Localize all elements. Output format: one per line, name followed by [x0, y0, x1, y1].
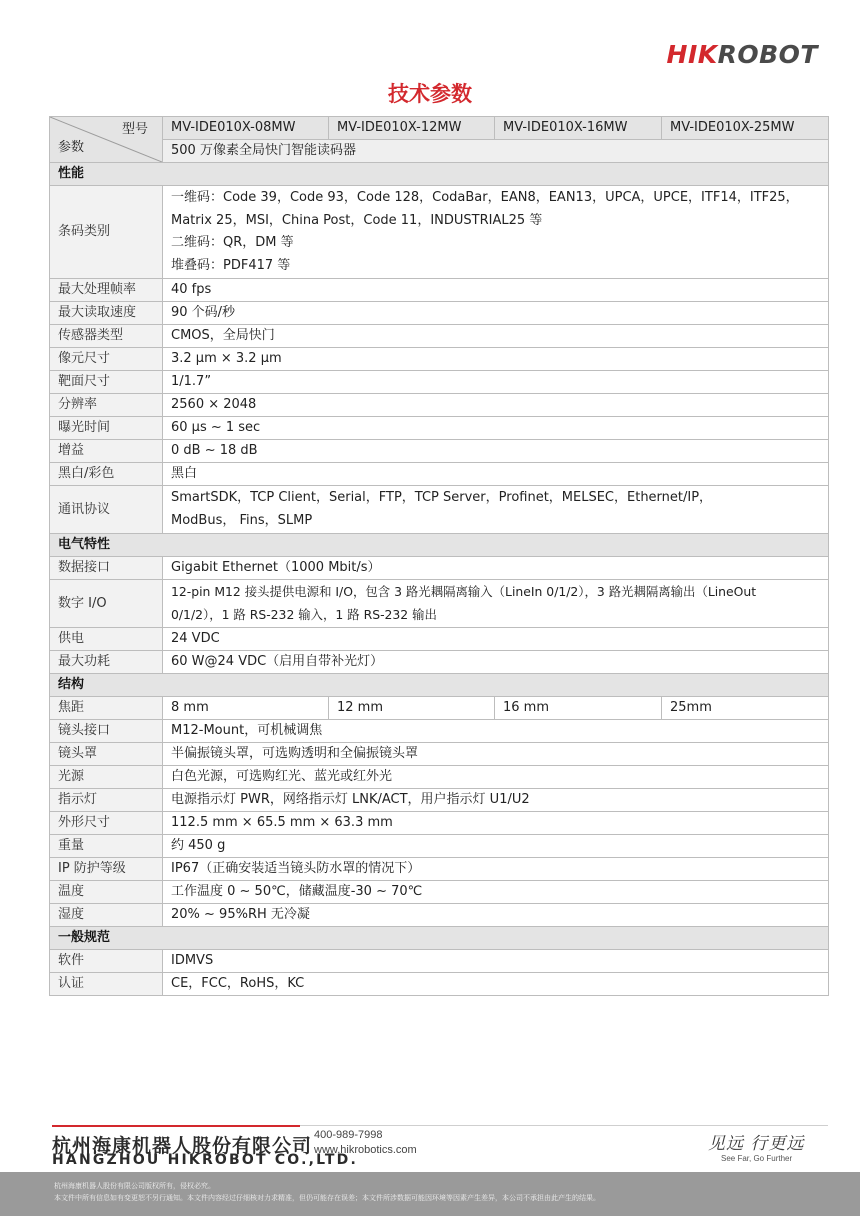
value-line: ModBus， Fins，SLMP [171, 512, 313, 528]
value-line: 0/1/2），1 路 RS-232 输入，1 路 RS-232 输出 [171, 606, 437, 622]
row-value: 20% ~ 95%RH 无冷凝 [163, 904, 829, 927]
row-label: 最大功耗 [50, 651, 163, 674]
row-indicator [50, 789, 829, 812]
row-value: 90 个码/秒 [163, 302, 829, 325]
row-label: 湿度 [50, 904, 163, 927]
row-max-frame-rate [50, 279, 829, 302]
focal-value: 12 mm [329, 697, 495, 720]
row-value: 约 450 g [163, 835, 829, 858]
model-cell: MV-IDE010X-16MW [495, 117, 662, 140]
row-pixel-size [50, 348, 829, 371]
row-label: 镜头罩 [50, 743, 163, 766]
slogan-en: See Far, Go Further [721, 1154, 793, 1163]
row-label: 温度 [50, 881, 163, 904]
row-label: 传感器类型 [50, 325, 163, 348]
value-line: 堆叠码：PDF417 等 [171, 257, 291, 273]
hikrobot-logo: HIKROBOT [666, 40, 818, 69]
row-barcode-type [50, 186, 829, 279]
value-line: Matrix 25，MSI，China Post，Code 11，INDUSTRIAL25 等 [171, 212, 543, 228]
row-label: 软件 [50, 950, 163, 973]
row-ip-rating [50, 858, 829, 881]
row-label: 通讯协议 [50, 486, 163, 534]
product-desc-row [50, 140, 829, 163]
row-label: 最大读取速度 [50, 302, 163, 325]
param-header-label: 参数 [58, 140, 85, 155]
row-value: 白色光源，可选购红光、蓝光或红外光 [163, 766, 829, 789]
legal-footer-bar [0, 1172, 860, 1216]
value-line: 二维码：QR，DM 等 [171, 235, 294, 250]
row-value [163, 580, 829, 628]
row-label: 最大处理帧率 [50, 279, 163, 302]
row-data-interface [50, 557, 829, 580]
row-value: CE，FCC，RoHS，KC [163, 973, 829, 996]
row-value: M12-Mount，可机械调焦 [163, 720, 829, 743]
row-value: 工作温度 0 ~ 50℃，储藏温度-30 ~ 70℃ [163, 881, 829, 904]
company-name-en: HANGZHOU HIKROBOT CO.,LTD. [52, 1152, 359, 1168]
row-label: 重量 [50, 835, 163, 858]
row-value: 1/1.7” [163, 371, 829, 394]
page-title: 技术参数 [388, 82, 472, 106]
website-link[interactable]: www.hikrobotics.com [314, 1144, 417, 1156]
row-mono-color [50, 463, 829, 486]
row-resolution [50, 394, 829, 417]
row-label: 焦距 [50, 697, 163, 720]
row-lens-cover [50, 743, 829, 766]
row-temperature [50, 881, 829, 904]
row-value: CMOS，全局快门 [163, 325, 829, 348]
model-cell: MV-IDE010X-12MW [329, 117, 495, 140]
footer-red-divider [52, 1125, 300, 1127]
row-label: IP 防护等级 [50, 858, 163, 881]
row-value: 24 VDC [163, 628, 829, 651]
row-label: 认证 [50, 973, 163, 996]
row-label: 外形尺寸 [50, 812, 163, 835]
row-label: 分辨率 [50, 394, 163, 417]
row-value [163, 486, 829, 534]
header-corner-cell [50, 117, 163, 163]
row-label: 像元尺寸 [50, 348, 163, 371]
row-label: 指示灯 [50, 789, 163, 812]
row-label: 条码类别 [50, 186, 163, 279]
row-label: 镜头接口 [50, 720, 163, 743]
model-cell: MV-IDE010X-25MW [662, 117, 829, 140]
slogan-cn: 见远 行更远 [708, 1134, 805, 1154]
row-value: 黑白 [163, 463, 829, 486]
product-desc: 500 万像素全局快门智能读码器 [163, 140, 829, 163]
row-digital-io [50, 580, 829, 628]
row-sensor-type [50, 325, 829, 348]
section-title: 结构 [50, 674, 829, 697]
row-value: 112.5 mm × 65.5 mm × 63.3 mm [163, 812, 829, 835]
spec-table [49, 116, 829, 996]
company-name-cn: 杭州海康机器人股份有限公司 [52, 1135, 313, 1157]
row-focal-length [50, 697, 829, 720]
row-label: 增益 [50, 440, 163, 463]
row-weight [50, 835, 829, 858]
value-line: 12-pin M12 接头提供电源和 I/O，包含 3 路光耦隔离输入（LineIn 0/1/2），3 路光耦隔离输出（LineOut [171, 584, 757, 599]
row-label: 数据接口 [50, 557, 163, 580]
row-value: 3.2 μm × 3.2 μm [163, 348, 829, 371]
row-value: 半偏振镜头罩，可选购透明和全偏振镜头罩 [163, 743, 829, 766]
row-protocol [50, 486, 829, 534]
section-performance [50, 163, 829, 186]
row-value: IDMVS [163, 950, 829, 973]
row-label: 曝光时间 [50, 417, 163, 440]
focal-value: 25mm [662, 697, 829, 720]
row-value: 40 fps [163, 279, 829, 302]
row-target-size [50, 371, 829, 394]
row-value: 60 W@24 VDC（启用自带补光灯） [163, 651, 829, 674]
copyright-text: 杭州海康机器人股份有限公司版权所有，侵权必究。 [54, 1182, 215, 1190]
model-header-row [50, 117, 829, 140]
row-light-source [50, 766, 829, 789]
row-label: 黑白/彩色 [50, 463, 163, 486]
row-label: 供电 [50, 628, 163, 651]
row-value: 2560 × 2048 [163, 394, 829, 417]
phone-number: 400-989-7998 [314, 1129, 383, 1141]
row-software [50, 950, 829, 973]
section-electrical [50, 534, 829, 557]
section-title: 一般规范 [50, 927, 829, 950]
row-gain [50, 440, 829, 463]
value-line: SmartSDK，TCP Client，Serial，FTP，TCP Server，Profinet，MELSEC，Ethernet/IP， [171, 490, 713, 505]
section-general [50, 927, 829, 950]
row-value: 电源指示灯 PWR，网络指示灯 LNK/ACT，用户指示灯 U1/U2 [163, 789, 829, 812]
section-title: 性能 [50, 163, 829, 186]
row-value: 60 μs ~ 1 sec [163, 417, 829, 440]
row-lens-mount [50, 720, 829, 743]
row-value [163, 186, 829, 279]
row-max-power [50, 651, 829, 674]
focal-value: 8 mm [163, 697, 329, 720]
row-label: 靶面尺寸 [50, 371, 163, 394]
row-dimensions [50, 812, 829, 835]
section-title: 电气特性 [50, 534, 829, 557]
disclaimer-text: 本文件中所有信息如有变更恕不另行通知。本文件内容经过仔细核对力求精准，但仍可能存在误差；本文件所涉数据可能因环境等因素产生差异，本公司不承担由此产生的结果。 [54, 1194, 600, 1202]
focal-value: 16 mm [495, 697, 662, 720]
row-max-read-speed [50, 302, 829, 325]
row-exposure [50, 417, 829, 440]
row-value: 0 dB ~ 18 dB [163, 440, 829, 463]
row-power-supply [50, 628, 829, 651]
model-cell: MV-IDE010X-08MW [163, 117, 329, 140]
section-structure [50, 674, 829, 697]
footer-gray-divider [300, 1125, 828, 1126]
value-line: 一维码：Code 39，Code 93，Code 128，CodaBar，EAN8，EAN13，UPCA，UPCE，ITF14，ITF25， [171, 190, 799, 205]
row-label: 数字 I/O [50, 580, 163, 628]
model-header-label: 型号 [121, 122, 148, 137]
row-certification [50, 973, 829, 996]
row-label: 光源 [50, 766, 163, 789]
row-value: Gigabit Ethernet（1000 Mbit/s） [163, 557, 829, 580]
row-humidity [50, 904, 829, 927]
row-value: IP67（正确安装适当镜头防水罩的情况下） [163, 858, 829, 881]
